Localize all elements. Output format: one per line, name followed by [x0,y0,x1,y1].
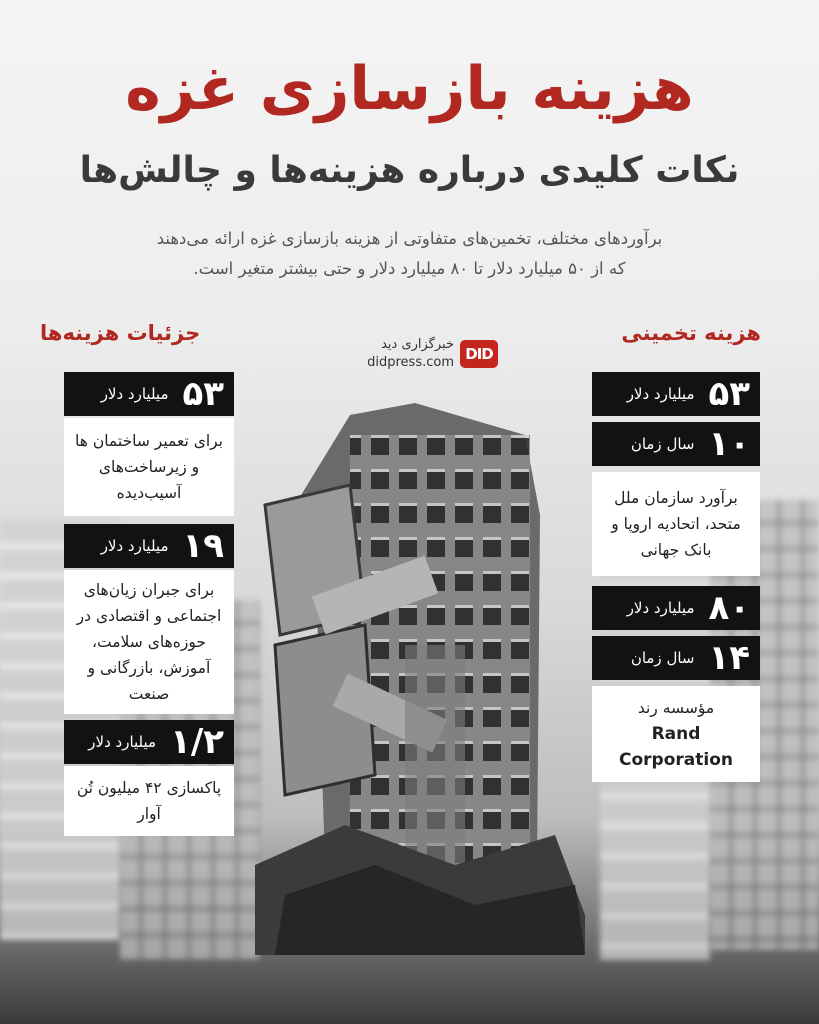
intro-line: برآوردهای مختلف، تخمین‌های متفاوتی از هزینه بازسازی غزه ارائه می‌دهند [156,229,663,248]
estimate-cost-unit: میلیارد دلار [626,599,695,617]
brand-logo [350,336,498,376]
cost-description: پاکسازی ۴۲ میلیون تُن آوار [76,779,222,823]
estimate-cost-unit: میلیارد دلار [626,385,695,403]
cost-detail-bar [64,524,234,568]
estimate-time-bar [592,422,760,466]
logo-name: خبرگزاری دید [381,337,454,352]
cost-detail-bar [64,372,234,416]
damaged-building-illustration [255,395,585,955]
cost-value: ۱/۲ [170,722,224,762]
estimate-cost-value: ۸۰ [708,588,750,628]
intro-text [60,224,759,284]
cost-detail-card [64,418,234,516]
estimate-time-unit: سال زمان [630,649,695,667]
estimate-time-unit: سال زمان [630,435,695,453]
cost-unit: میلیارد دلار [100,385,169,403]
estimate-cost-bar [592,586,760,630]
estimate-source-card [592,472,760,576]
cost-unit: میلیارد دلار [88,733,157,751]
estimate-time-value: ۱۰ [708,424,750,464]
cost-detail-bar [64,720,234,764]
estimate-time-value: ۱۴ [708,638,750,678]
page-title: هزینه بازسازی غزه [125,54,694,124]
cost-detail-card [64,570,234,714]
logo-site: didpress.com [367,355,454,370]
cost-value: ۱۹ [182,526,224,566]
cost-description: برای تعمیر ساختمان ها و زیرساخت‌های آسیب‌دیده [75,432,223,502]
cost-unit: میلیارد دلار [100,537,169,555]
estimate-cost-bar [592,372,760,416]
estimate-source-fa: مؤسسه رند [637,699,715,717]
estimate-source-card [592,686,760,782]
cost-detail-card [64,766,234,836]
cost-description: برای جبران زیان‌های اجتماعی و اقتصادی در حوزه‌های سلامت، آموزش، بازرگانی و صنعت [76,581,222,703]
estimate-source: برآورد سازمان ملل متحد، اتحادیه اروپا و بانک جهانی [611,489,741,559]
estimate-source-en: Rand Corporation [619,724,733,770]
section-heading-estimated-cost: هزینه تخمینی [621,321,761,345]
page-subtitle: نکات کلیدی درباره هزینه‌ها و چالش‌ها [79,150,740,191]
cost-value: ۵۳ [182,374,224,414]
section-heading-cost-details: جزئیات هزینه‌ها [40,321,201,345]
logo-mark: DID [460,340,498,368]
estimate-cost-value: ۵۳ [708,374,750,414]
intro-line: که از ۵۰ میلیارد دلار تا ۸۰ میلیارد دلار و حتی بیشتر متغیر است. [193,259,626,278]
estimate-time-bar [592,636,760,680]
